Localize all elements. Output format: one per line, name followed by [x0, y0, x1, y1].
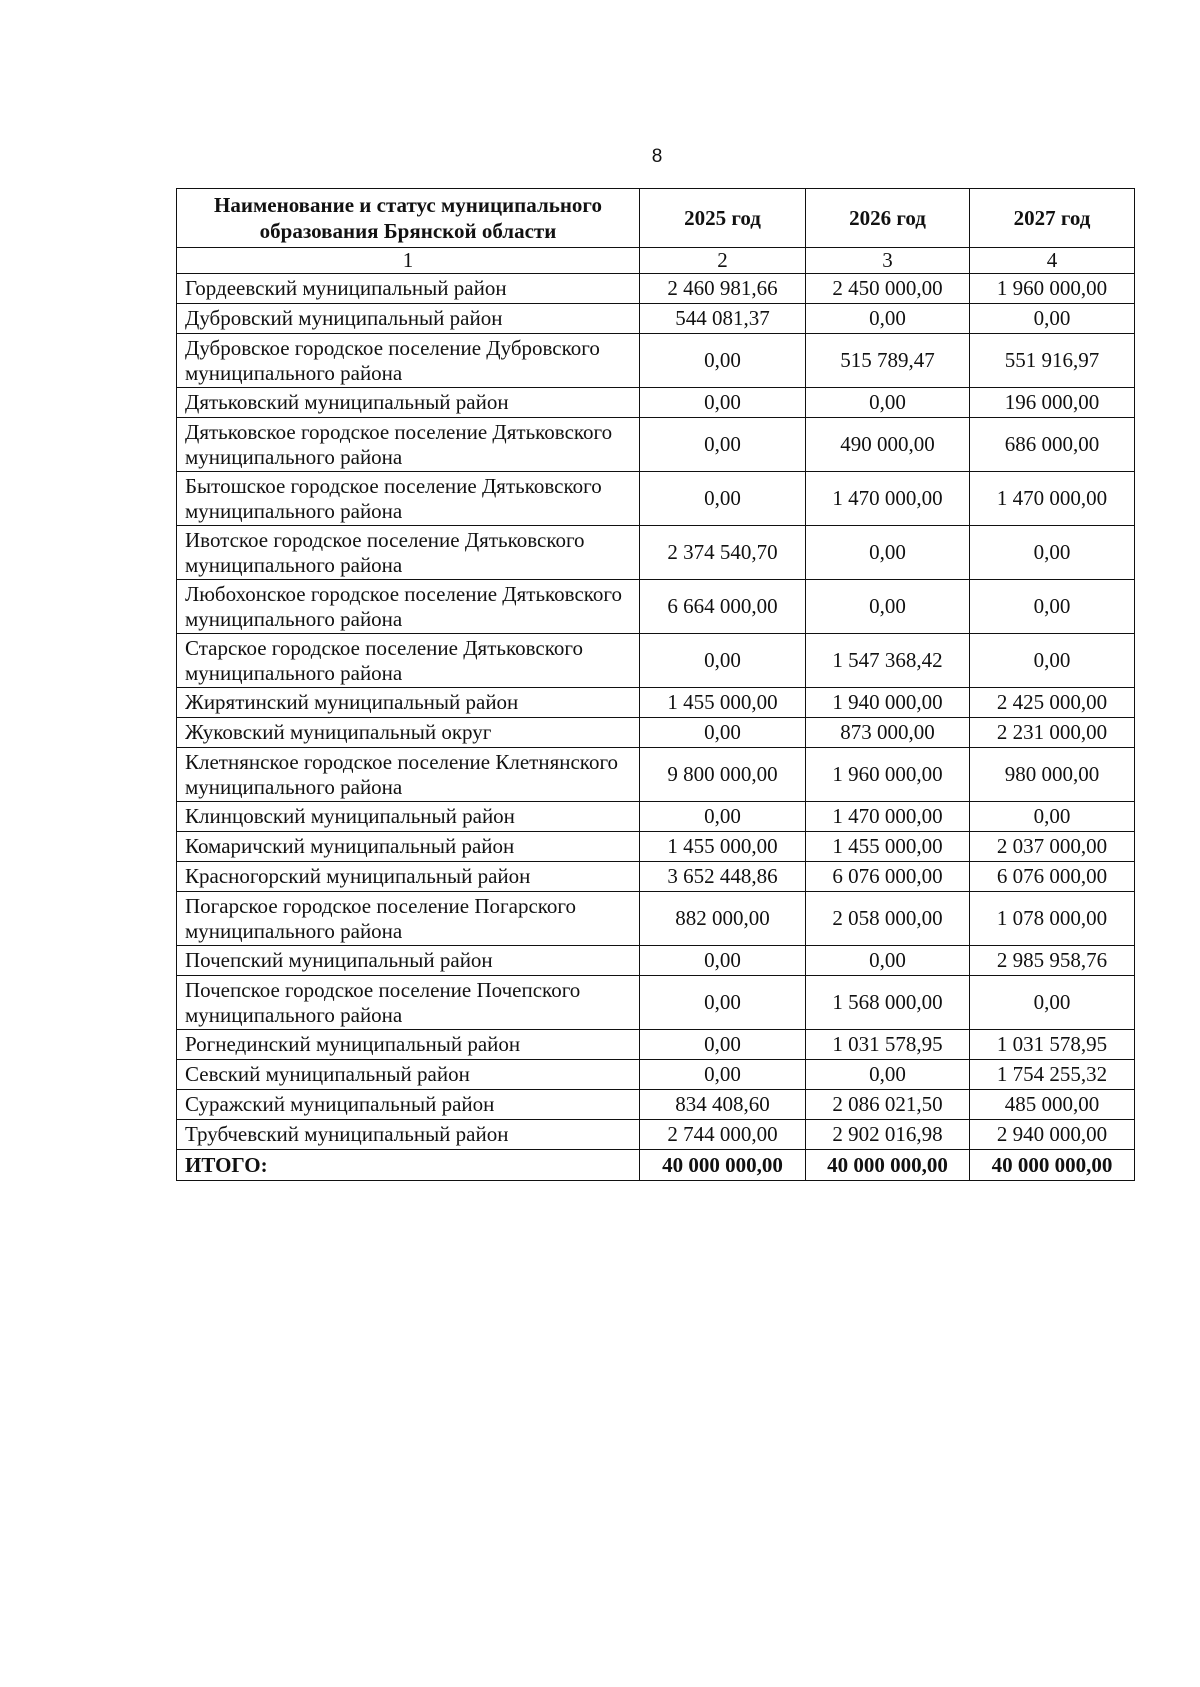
municipality-name: Ивотское городское поселение Дятьковского муниципального района: [177, 526, 640, 580]
value-2026: 1 940 000,00: [806, 688, 970, 718]
table-row: [177, 526, 1135, 580]
table-row: [177, 976, 1135, 1030]
value-2025: 0,00: [640, 718, 806, 748]
value-2026: 2 086 021,50: [806, 1090, 970, 1120]
municipality-name: Погарское городское поселение Погарского муниципального района: [177, 892, 640, 946]
value-2026: 1 031 578,95: [806, 1030, 970, 1060]
value-2026: 515 789,47: [806, 334, 970, 388]
municipality-name: Почепский муниципальный район: [177, 946, 640, 976]
municipality-name: Трубчевский муниципальный район: [177, 1120, 640, 1150]
municipality-name: Жирятинский муниципальный район: [177, 688, 640, 718]
value-2025: 0,00: [640, 388, 806, 418]
total-row: [177, 1150, 1135, 1181]
value-2026: 1 470 000,00: [806, 802, 970, 832]
table-row: [177, 748, 1135, 802]
table-row: [177, 1030, 1135, 1060]
value-2025: 834 408,60: [640, 1090, 806, 1120]
value-2027: 0,00: [970, 304, 1135, 334]
table-row: [177, 718, 1135, 748]
value-2025: 0,00: [640, 634, 806, 688]
header-row: [177, 189, 1135, 248]
value-2026: 1 568 000,00: [806, 976, 970, 1030]
table-row: [177, 946, 1135, 976]
value-2025: 1 455 000,00: [640, 832, 806, 862]
value-2025: 0,00: [640, 946, 806, 976]
value-2026: 2 902 016,98: [806, 1120, 970, 1150]
value-2027: 1 470 000,00: [970, 472, 1135, 526]
municipality-name: Рогнединский муниципальный район: [177, 1030, 640, 1060]
value-2027: 0,00: [970, 976, 1135, 1030]
municipality-name: Гордеевский муниципальный район: [177, 274, 640, 304]
value-2027: 0,00: [970, 580, 1135, 634]
value-2027: 1 754 255,32: [970, 1060, 1135, 1090]
value-2026: 0,00: [806, 304, 970, 334]
table-row: [177, 802, 1135, 832]
value-2025: 0,00: [640, 802, 806, 832]
value-2027: 196 000,00: [970, 388, 1135, 418]
value-2025: 544 081,37: [640, 304, 806, 334]
value-2025: 0,00: [640, 1030, 806, 1060]
value-2025: 0,00: [640, 418, 806, 472]
municipality-name: Любохонское городское поселение Дятьковского муниципального района: [177, 580, 640, 634]
value-2026: 2 058 000,00: [806, 892, 970, 946]
value-2026: 0,00: [806, 580, 970, 634]
value-2026: 873 000,00: [806, 718, 970, 748]
value-2027: 0,00: [970, 802, 1135, 832]
value-2025: 3 652 448,86: [640, 862, 806, 892]
municipality-name: Старское городское поселение Дятьковского муниципального района: [177, 634, 640, 688]
value-2026: 0,00: [806, 1060, 970, 1090]
table-row: [177, 472, 1135, 526]
value-2027: 1 078 000,00: [970, 892, 1135, 946]
table-row: [177, 304, 1135, 334]
total-2027: 40 000 000,00: [970, 1150, 1135, 1181]
total-2025: 40 000 000,00: [640, 1150, 806, 1181]
column-number-row: [177, 248, 1135, 274]
municipality-name: Дубровский муниципальный район: [177, 304, 640, 334]
table-body: [177, 274, 1135, 1150]
value-2026: 490 000,00: [806, 418, 970, 472]
value-2025: 0,00: [640, 976, 806, 1030]
value-2027: 2 985 958,76: [970, 946, 1135, 976]
table-row: [177, 862, 1135, 892]
value-2027: 1 960 000,00: [970, 274, 1135, 304]
value-2027: 980 000,00: [970, 748, 1135, 802]
municipality-name: Почепское городское поселение Почепского муниципального района: [177, 976, 640, 1030]
column-number: 4: [970, 248, 1135, 274]
value-2027: 2 940 000,00: [970, 1120, 1135, 1150]
municipality-name: Комаричский муниципальный район: [177, 832, 640, 862]
value-2027: 6 076 000,00: [970, 862, 1135, 892]
value-2025: 2 744 000,00: [640, 1120, 806, 1150]
municipality-name: Дятьковское городское поселение Дятьковского муниципального района: [177, 418, 640, 472]
value-2025: 0,00: [640, 1060, 806, 1090]
value-2027: 1 031 578,95: [970, 1030, 1135, 1060]
table-row: [177, 1120, 1135, 1150]
value-2026: 1 455 000,00: [806, 832, 970, 862]
table-row: [177, 688, 1135, 718]
total-2026: 40 000 000,00: [806, 1150, 970, 1181]
table-row: [177, 634, 1135, 688]
value-2027: 2 231 000,00: [970, 718, 1135, 748]
value-2026: 1 960 000,00: [806, 748, 970, 802]
value-2025: 0,00: [640, 472, 806, 526]
value-2026: 1 470 000,00: [806, 472, 970, 526]
value-2026: 0,00: [806, 388, 970, 418]
municipality-name: Жуковский муниципальный округ: [177, 718, 640, 748]
table-row: [177, 334, 1135, 388]
value-2027: 0,00: [970, 634, 1135, 688]
value-2027: 551 916,97: [970, 334, 1135, 388]
municipality-name: Бытошское городское поселение Дятьковского муниципального района: [177, 472, 640, 526]
value-2025: 882 000,00: [640, 892, 806, 946]
total-label: ИТОГО:: [177, 1150, 640, 1181]
municipality-name: Клетнянское городское поселение Клетнянского муниципального района: [177, 748, 640, 802]
value-2025: 0,00: [640, 334, 806, 388]
value-2025: 2 374 540,70: [640, 526, 806, 580]
page-number: 8: [651, 146, 663, 167]
column-header-2025: 2025 год: [640, 189, 806, 248]
value-2026: 0,00: [806, 946, 970, 976]
value-2027: 686 000,00: [970, 418, 1135, 472]
municipality-name: Севский муниципальный район: [177, 1060, 640, 1090]
municipality-name: Красногорский муниципальный район: [177, 862, 640, 892]
table-row: [177, 388, 1135, 418]
value-2027: 485 000,00: [970, 1090, 1135, 1120]
column-number: 1: [177, 248, 640, 274]
value-2025: 2 460 981,66: [640, 274, 806, 304]
municipality-name: Дятьковский муниципальный район: [177, 388, 640, 418]
value-2025: 9 800 000,00: [640, 748, 806, 802]
value-2027: 2 425 000,00: [970, 688, 1135, 718]
column-number: 2: [640, 248, 806, 274]
municipality-name: Клинцовский муниципальный район: [177, 802, 640, 832]
table-row: [177, 580, 1135, 634]
table-row: [177, 274, 1135, 304]
column-header-name: Наименование и статус муниципального образования Брянской области: [177, 189, 640, 248]
value-2026: 1 547 368,42: [806, 634, 970, 688]
column-header-2027: 2027 год: [970, 189, 1135, 248]
value-2027: 0,00: [970, 526, 1135, 580]
table-row: [177, 418, 1135, 472]
municipality-name: Дубровское городское поселение Дубровского муниципального района: [177, 334, 640, 388]
value-2025: 6 664 000,00: [640, 580, 806, 634]
municipality-name: Суражский муниципальный район: [177, 1090, 640, 1120]
value-2025: 1 455 000,00: [640, 688, 806, 718]
value-2026: 0,00: [806, 526, 970, 580]
value-2027: 2 037 000,00: [970, 832, 1135, 862]
table-row: [177, 1090, 1135, 1120]
table-row: [177, 832, 1135, 862]
value-2026: 6 076 000,00: [806, 862, 970, 892]
table-row: [177, 1060, 1135, 1090]
value-2026: 2 450 000,00: [806, 274, 970, 304]
column-header-2026: 2026 год: [806, 189, 970, 248]
budget-table: [176, 188, 1135, 1181]
table-row: [177, 892, 1135, 946]
column-number: 3: [806, 248, 970, 274]
